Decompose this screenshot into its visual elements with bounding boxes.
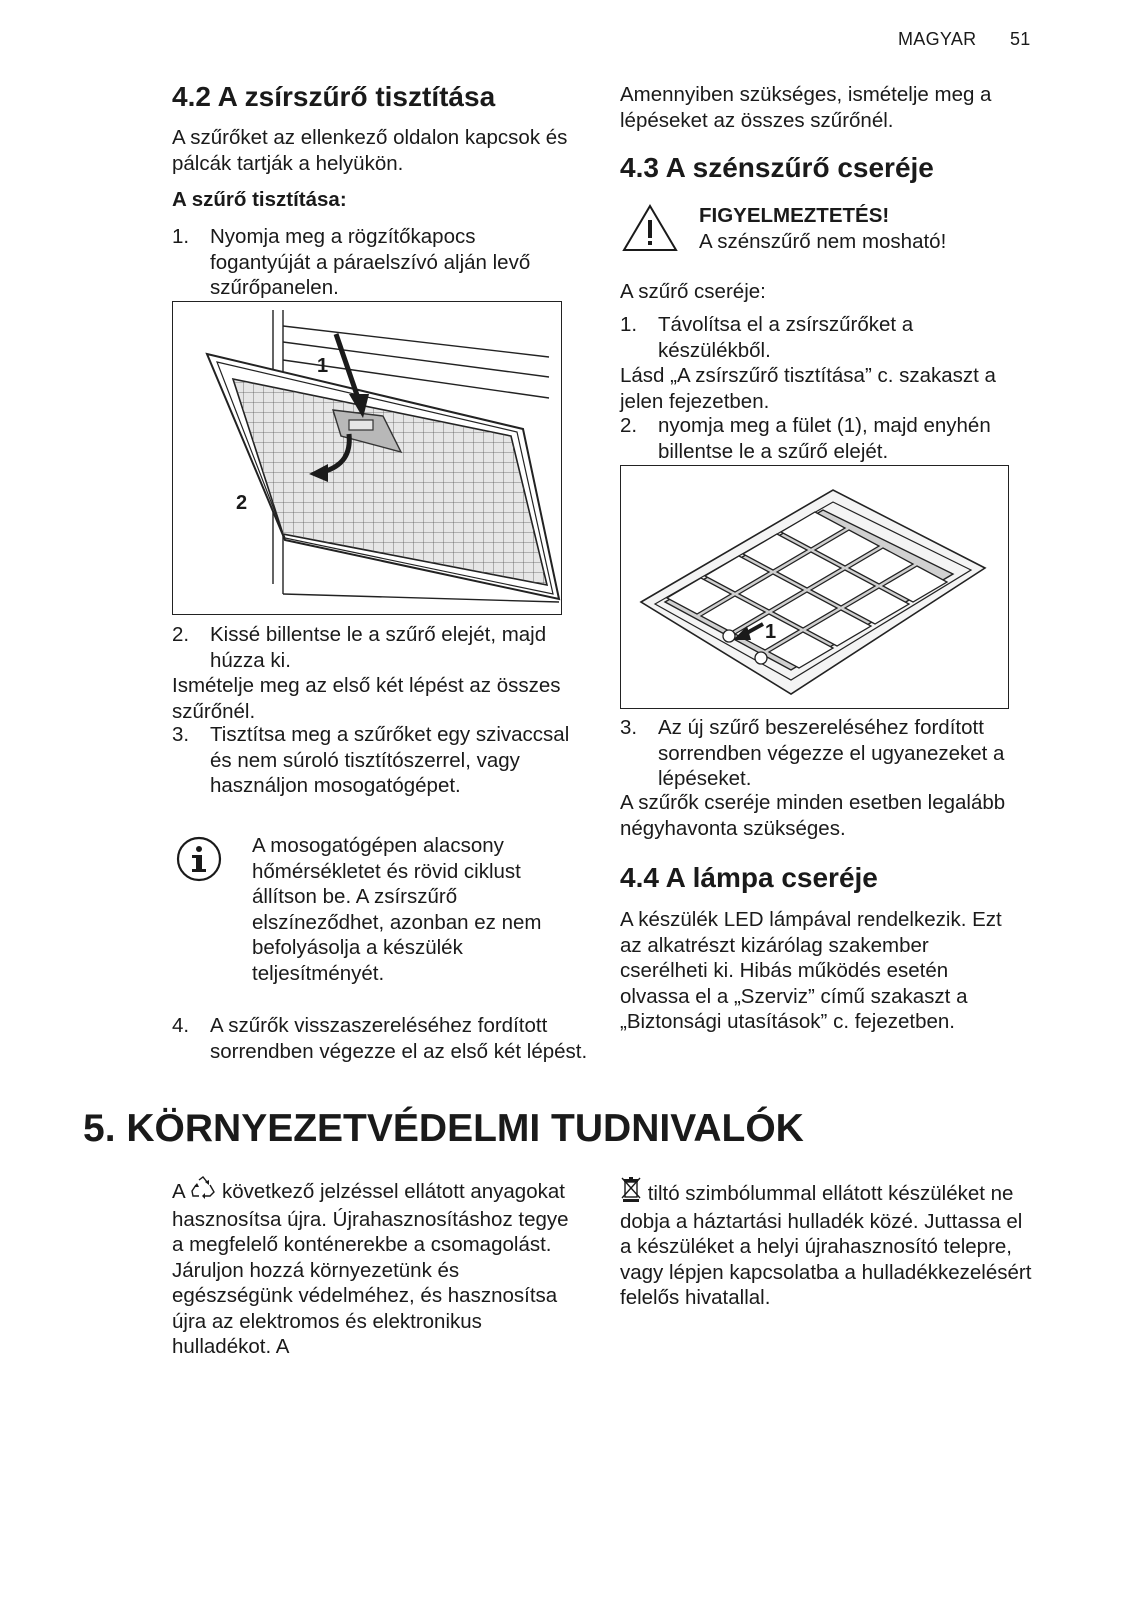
step-text: Nyomja meg a rögzítőkapocs fogantyúját a páraelszívó alján levő szűrőpanelen. xyxy=(210,225,531,299)
charcoal-filter-illustration xyxy=(621,466,1008,708)
language-label: MAGYAR xyxy=(898,29,977,49)
right-top-note: Amennyiben szükséges, ismételje meg a lépéseket az összes szűrőnél. xyxy=(620,83,992,132)
step-text: A szűrők visszaszereléséhez fordított sorrendben végezze el az első két lépést. xyxy=(210,1014,588,1063)
see-note: Lásd „A zsírszűrő tisztítása” c. szakaszt a jelen fejezetben. xyxy=(620,364,996,413)
recycle-icon xyxy=(190,1176,216,1207)
section-4-4-text: A készülék LED lámpával rendelkezik. Ezt az alkatrészt kizárólag szakember cserélheti ki. Hibás működés esetén olvassa el a „Szerviz” című szakaszt a „Biztonsági utasítások” c. fejezetben. xyxy=(620,908,1002,1033)
repeat-note: Ismételje meg az első két lépést az összes szűrőnél. xyxy=(172,674,561,723)
step-text: Tisztítsa meg a szűrőket egy szivaccsal és nem súroló tisztítószerrel, vagy használjon mosogatógépet. xyxy=(210,723,570,797)
section-4-2-steps-b xyxy=(172,622,582,673)
grease-filter-illustration xyxy=(173,302,561,614)
step-number: 1. xyxy=(620,313,638,336)
chapter-5-title: 5. KÖRNYEZETVÉDELMI TUDNIVALÓK xyxy=(83,1107,804,1150)
warning-triangle-icon xyxy=(622,203,678,253)
info-icon xyxy=(176,836,222,882)
section-4-3-steps-b xyxy=(620,413,1030,464)
section-4-2-steps-d xyxy=(172,1013,592,1064)
section-4-3-steps-a xyxy=(620,312,1000,363)
info-note-text: A mosogatógépen alacsony hőmérsékletet és rövid ciklust állítson be. A zsírszűrő elszíneződhet, azonban ez nem befolyásolja a készülék teljesítményét. xyxy=(252,834,542,985)
page-number: 51 xyxy=(1010,29,1031,49)
step-number: 2. xyxy=(172,623,190,646)
right-text: tiltó szimbólummal ellátott készüléket ne dobja a háztartási hulladék közé. Juttassa el a készüléket a helyi újrahasznosító telepre, vagy lépjen kapcsolatba a hulladékkezelésért felelős hivatallal. xyxy=(620,1182,1032,1309)
list-item xyxy=(172,622,582,673)
left-prefix: A xyxy=(172,1180,185,1203)
chapter-5-right-text xyxy=(620,1176,1035,1311)
list-item xyxy=(620,715,1030,792)
list-item xyxy=(172,224,572,301)
list-item xyxy=(620,413,1030,464)
step-number: 3. xyxy=(620,716,638,739)
step-text: nyomja meg a fület (1), majd enyhén billentse le a szűrő elejét. xyxy=(658,414,991,463)
section-4-2-steps-a xyxy=(172,224,572,301)
list-item xyxy=(172,722,572,799)
left-text: következő jelzéssel ellátott anyagokat hasznosítsa újra. Újrahasznosításhoz tegye a megfelelő konténerekbe a csomagolást. Járuljon hozzá környezetünk és egészségünk védelméhez, és hasznosítsa újra az elektromos és elektronikus hulladékot. A xyxy=(172,1180,569,1358)
step-text: Távolítsa el a zsírszűrőket a készülékből. xyxy=(658,313,914,362)
figure-label-2: 2 xyxy=(236,492,248,514)
section-4-2-subheading: A szűrő tisztítása: xyxy=(172,188,347,211)
step-text: Kissé billentse le a szűrő elejét, majd húzza ki. xyxy=(210,623,547,672)
section-4-4-title: 4.4 A lámpa cseréje xyxy=(620,862,878,893)
warning-text: A szénszűrő nem mosható! xyxy=(699,230,947,253)
section-4-3-subheading: A szűrő cseréje: xyxy=(620,280,766,303)
step-number: 3. xyxy=(172,723,190,746)
section-4-3-title: 4.3 A szénszűrő cseréje xyxy=(620,152,934,183)
crossed-bin-icon xyxy=(620,1176,642,1209)
warning-title: FIGYELMEZTETÉS! xyxy=(699,204,890,227)
chapter-5-left-text xyxy=(172,1176,582,1360)
section-4-2-title: 4.2 A zsírszűrő tisztítása xyxy=(172,81,496,112)
list-item xyxy=(172,1013,592,1064)
section-4-2-intro: A szűrőket az ellenkező oldalon kapcsok és pálcák tartják a helyükön. xyxy=(172,126,568,175)
grease-filter-figure xyxy=(172,301,562,615)
step-number: 2. xyxy=(620,414,638,437)
frequency-note: A szűrők cseréje minden esetben legalább négyhavonta szükséges. xyxy=(620,791,1006,840)
section-4-2-steps-c xyxy=(172,722,572,799)
step-text: Az új szűrő beszereléséhez fordított sorrendben végezze el ugyanezeket a lépéseket. xyxy=(658,716,1005,790)
list-item xyxy=(620,312,1000,363)
charcoal-filter-figure xyxy=(620,465,1009,709)
figure-label-1: 1 xyxy=(765,621,777,643)
step-number: 4. xyxy=(172,1014,190,1037)
section-4-3-steps-c xyxy=(620,715,1030,792)
figure-label-1: 1 xyxy=(317,355,329,377)
step-number: 1. xyxy=(172,225,190,248)
